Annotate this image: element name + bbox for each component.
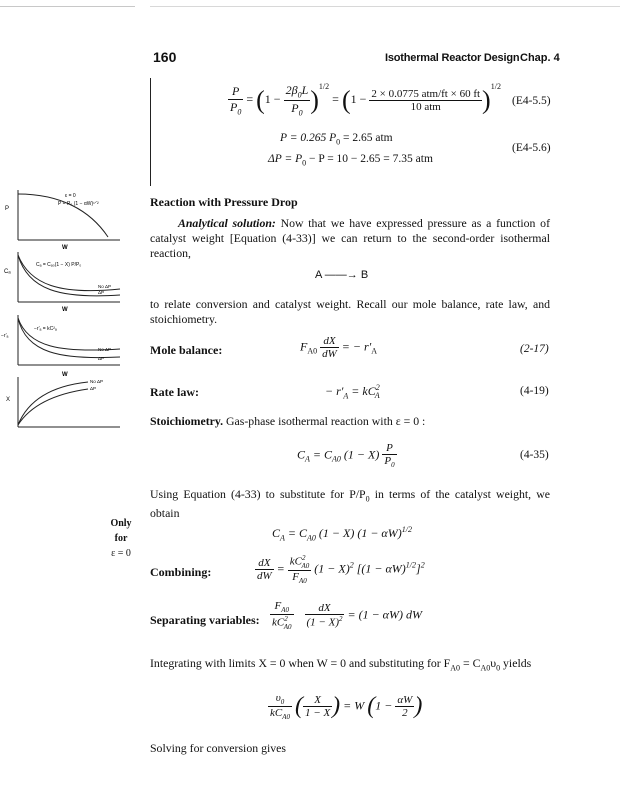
sep-f1-den-sub: A0 [283,623,292,632]
e435-num: P [382,442,396,455]
paragraph-5: Solving for conversion gives [150,741,286,755]
ca-c-sup: 1/2 [401,525,412,534]
e456-l2: ΔP = P [268,153,303,165]
int-f1-num: υ [275,692,281,704]
e456-l1-sub: 0 [336,137,341,147]
rhs-numerator: 2 × 0.0775 atm/ft × 60 ft [371,87,481,100]
comb-f2-num: kC [289,555,303,568]
paragraph-1 [150,216,550,261]
ca-a: C [272,526,281,540]
equation-e4-5-5 [228,82,501,120]
separating-label: Separating variables: [150,613,260,627]
int-f3-num: αW [397,694,413,707]
margin-bar [150,78,151,186]
ca-a-sub: A [280,533,285,543]
comb-tail-sup: 2 [349,560,354,570]
e217-a-sub: A0 [307,346,318,356]
int-rparen: ) [332,693,341,720]
ca-b: = C [284,526,308,540]
c2-note1: Cₐ = Cₐ₀(1 − X) P/P₀ [36,262,82,268]
c2-xlabel: W [62,307,68,313]
eq-sign: = [246,92,254,106]
int-mid: = W [343,698,368,713]
eq-sign-2: = [332,92,339,106]
c3-xlabel: W [62,372,68,378]
e456-l2-tail: − P = 10 − 2.65 = 7.35 atm [306,153,433,165]
combining-label: Combining: [150,565,212,579]
p3-sub: 0 [365,494,370,504]
sep-f1-num: F [274,600,282,612]
p3-text: Using Equation (4-33) to substitute for P/P [150,487,366,501]
sep-frac2 [305,602,345,629]
e456-l1-tail: = 2.65 atm [340,132,393,144]
c4-note1: No ΔP [90,379,104,384]
exp-1: 1/2 [318,82,330,91]
c4-ylabel: X [6,397,11,403]
eq-combining [255,554,425,585]
sep-f2-den: (1 − X) [306,616,339,629]
top-rule-left [0,6,135,7]
int-f3-pre: 1 − [375,698,396,713]
reaction-equation: A ——→ B [315,269,369,281]
chapter-label: Chap. 4 [520,52,560,64]
ca-c: (1 − X) (1 − αW) [315,526,402,540]
c2-note3: ΔP [98,290,105,295]
e456-l1: P = 0.265 P [280,132,337,144]
p4-sub: A0 [450,663,461,673]
e217-num: dX [320,335,339,348]
eq-e4-5-6-line2 [268,153,433,167]
top-rule-right [150,6,620,7]
int-frac3 [395,694,414,719]
e419-a: − r′ [325,384,344,398]
tag-4-19: (4-19) [520,385,549,397]
paragraph-4 [150,656,550,675]
mid-den: P [291,100,299,115]
sep-f2-num: dX [305,602,345,615]
c2-note2: No ΔP [98,284,112,289]
c4-note2: ΔP [90,386,97,391]
eq-mid-text: 1 − [264,92,281,106]
eq-e4-5-6-line1 [280,132,393,146]
eq-separating [270,600,422,631]
e456-l2-sub: 0 [302,158,307,168]
p4-mid: = C [460,656,481,670]
e419-b-sub: A [374,391,380,401]
tag-e4-5-5: (E4-5.5) [512,95,551,107]
e435-b-sub: A0 [332,454,341,464]
mid-num-tail: L [301,83,309,98]
c1-ylabel: P [5,206,10,212]
c2-ylabel: Cₐ [4,269,11,275]
sep-tail: = (1 − αW) dW [347,607,422,622]
left-paren: ( [256,85,265,115]
exp-2: 1/2 [490,82,501,91]
e435-fraction [382,442,396,469]
rate-law-label: Rate law: [150,385,199,399]
p4-tail: yields [503,656,532,670]
e217-a: F [300,339,308,354]
comb-tail2-sup: 1/2 [405,560,417,570]
right-paren-2: ) [482,85,491,115]
e217-fraction [320,335,339,360]
sep-frac1 [270,600,294,631]
stoich-label: Stoichiometry. [150,414,224,428]
comb-eq: = [276,561,285,576]
tag-e4-5-6: (E4-5.6) [512,142,551,154]
p4-end: υ [490,656,497,670]
e435-a: C [297,447,306,462]
int-f2-num: X [303,694,332,707]
e419-a-sub: A [343,391,349,401]
chart-rate [1,315,120,378]
comb-frac2 [288,554,312,585]
running-title: Isothermal Reactor Design [385,52,520,64]
right-paren: ) [310,85,319,115]
c1-note2: P = P₀ (1 − αW)¹ᐟ² [58,201,99,207]
e217-b-sub: A [371,346,378,356]
margin-note [103,516,139,561]
margin-note-l3: ε = 0 [111,548,131,559]
sep-f1-den-sup: 2 [284,615,288,624]
margin-charts [0,185,140,430]
int-frac1 [268,692,292,721]
int-rparen2: ) [414,693,423,720]
lhs-numerator: P [228,84,243,100]
ca-b-sub: A0 [307,533,316,543]
stoichiometry-line [150,414,425,429]
e217-b: = − r′ [341,339,372,354]
comb-tail3: ] [416,561,421,576]
eq-4-35 [297,442,397,469]
tag-2-17: (2-17) [520,343,549,355]
int-lparen: ( [295,693,304,720]
eq-ca-expression [272,525,412,542]
e435-a-sub: A [305,454,310,464]
rhs-denominator: 10 atm [410,100,441,113]
c3-note1: −r′ₐ = kC²ₐ [34,326,57,332]
stoich-text: Gas-phase isothermal reaction with ε = 0 : [226,414,426,428]
section-title: Reaction with Pressure Drop [150,195,298,209]
left-paren-2: ( [341,85,351,115]
e435-den-sub: 0 [391,461,395,470]
comb-f1-num: dX [255,557,274,570]
tag-4-35: (4-35) [520,449,549,461]
c1-xlabel: W [62,245,68,251]
comb-tail2: [(1 − αW) [353,561,406,576]
mid-num: 2β [285,83,298,98]
eq-lhs-fraction [228,84,243,116]
e435-c: (1 − X) [340,447,383,462]
e419-b-sup: 2 [375,383,380,392]
c3-note3: ΔP [98,356,105,361]
eq-rhs-fraction [369,88,482,113]
int-f1-num-sub: 0 [280,698,285,707]
page-number: 160 [153,49,177,65]
paragraph-2: to relate conversion and catalyst weight. Recall our mole balance, rate law, and stoichiometry. [150,297,550,326]
margin-note-l2: for [114,533,128,544]
rhs-pre: 1 − [350,92,367,106]
chart-pressure [5,190,120,251]
margin-note-l1: Only [110,518,132,529]
comb-f2-sup: 2 [302,554,306,562]
eq-2-17 [300,335,377,360]
c3-ylabel: −r′ₐ [1,333,9,339]
comb-tail: (1 − X) [314,561,350,576]
p4-sub2: A0 [480,663,491,673]
paragraph-3 [150,487,550,521]
p4-text: Integrating with limits X = 0 when W = 0 and substituting for F [150,656,451,670]
chart-conversion [6,377,120,427]
mid-num-sub: 0 [297,90,302,100]
p3-tail: in terms of the catalyst weight, we obtain [150,487,550,521]
c1-note1: ε = 0 [65,193,76,199]
mole-balance-label: Mole balance: [150,343,223,357]
comb-f1-den: dW [257,570,272,583]
p1-text: Now that we have expressed pressure as a function of catalyst weight [Equation (4-33)] we can return to the second-order isothermal reaction, [150,216,550,260]
e419-b: = kC [348,384,376,398]
c3-note2: No ΔP [98,347,112,352]
int-f2-den: 1 − X [305,707,331,720]
comb-f2-sub: A0 [301,561,310,570]
mid-den-sub: 0 [298,108,303,118]
int-f1-den: kC [270,707,283,720]
p4-sub3: 0 [496,663,501,673]
int-f1-den-sub: A0 [282,713,291,722]
sep-f1-den: kC [272,616,285,629]
int-f3-den: 2 [402,707,408,720]
sep-f2-den-sup: 2 [338,615,343,624]
eq-mid-fraction [284,83,311,117]
int-lparen2: ( [367,693,376,720]
comb-f2-den: F [292,570,300,583]
comb-f2-den-sub: A0 [299,577,307,586]
int-frac2 [303,694,332,719]
e435-b: = C [309,447,333,462]
comb-frac1 [255,557,274,582]
e217-den: dW [322,348,337,360]
eq-integrated [268,692,422,721]
chart-concentration [4,252,120,313]
sep-f1-num-sub: A0 [281,606,290,615]
comb-tail3-sup: 2 [420,560,425,570]
p1-lead: Analytical solution: [178,216,276,230]
e435-den: P [384,455,392,467]
lhs-denominator: P [230,100,238,115]
eq-4-19 [325,383,380,400]
lhs-den-sub: 0 [237,107,242,117]
